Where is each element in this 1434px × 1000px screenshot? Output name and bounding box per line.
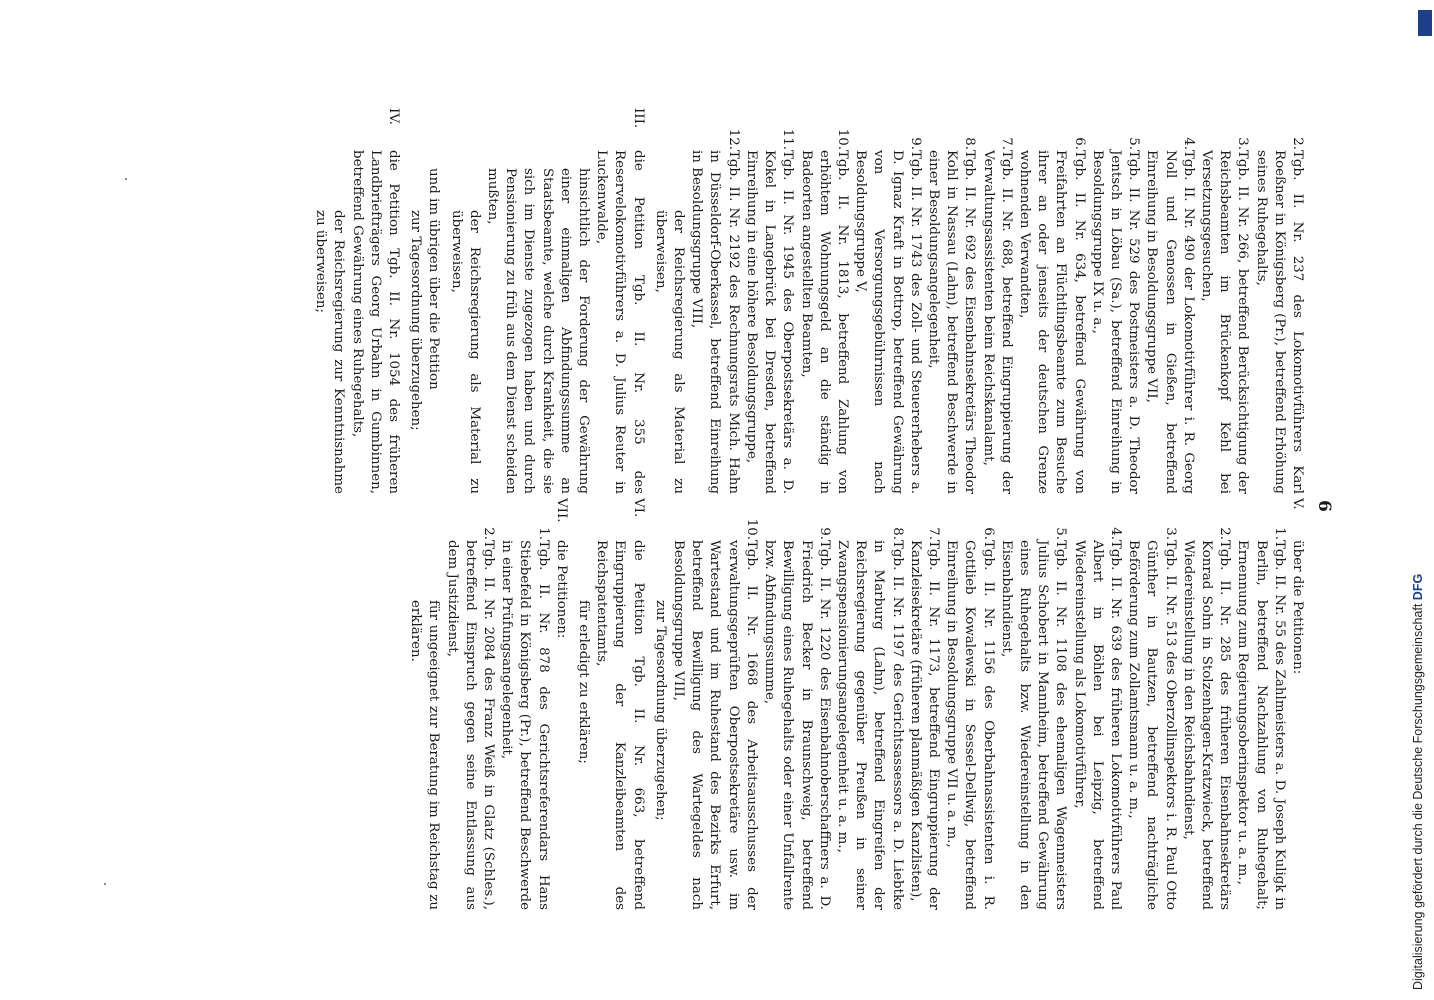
petition-item [1233,527,1288,910]
scan-speck [125,178,127,180]
petition-item [1015,137,1088,494]
petition-item [347,108,402,494]
item-text: Tgb. II. Nr. 688, betreffend Eingruppierung der Verwaltungsassistenten beim Reichskanalamt, [980,150,1014,494]
petition-item [760,527,833,910]
item-number: 2. [1217,527,1233,540]
petition-item [942,527,997,910]
item-number: 11. [780,128,796,150]
item-number: 10. [834,128,850,150]
petition-item [1069,527,1124,910]
petition-item [669,518,760,910]
petition-item [1251,137,1306,494]
petition-item [997,527,1070,910]
item-text: zur Tagesordnung überzugehen; [408,210,424,431]
petition-item [311,150,347,494]
item-text: Tgb. II. Nr. 2192 des Rechnungsrats Mich. Hahn in Düsseldorf-Oberkassel, betreffend Einreihung in Besoldungsgruppe VIII, [689,150,741,494]
item-number: 8. [889,527,905,540]
petition-item [687,128,742,494]
dfg-watermark-logo-text: DFG [1411,573,1425,601]
item-text: die Petition Tgb. II. Nr. 355 des Reservelokomotivführers a. D. Julius Reuter in Luckenwalde, [594,150,646,494]
item-text: Tgb. II. Nr. 1156 des Oberbahnassistenten i. R. Gottlieb Kowalewski in Sessel-Dellwig, betreffend Einreihung in Besoldungsgruppe VII u. a. m., [944,540,996,910]
petition-item [1288,498,1306,910]
petition-item [924,137,979,494]
item-text: Tgb. II. Nr. 1173, betreffend Eingruppierung der Kanzleisekretäre (früheren planmäßigen Kanzlisten), [907,540,941,910]
left-column [307,108,1306,494]
item-text: zur Tagesordnung überzugehen; [652,600,668,821]
item-number: 8. [962,137,978,150]
petition-item [497,527,552,910]
petition-item [1197,137,1252,494]
petition-item [406,150,424,494]
scan-speck [104,883,106,885]
petition-item [651,540,669,910]
item-text: Tgb. II. Nr. 1108 des ehemaligen Wagenmeisters Julius Schobert in Mannheim, betreffend Gewährung eines Ruhegehalts bzw. Wiedereinstellung in den Eisenbahndienst, [998,540,1069,910]
item-text: für ungeeignet zur Beratung im Reichstag zu erklären. [408,600,442,910]
dfg-watermark-text: Digitalisierung gefördert durch die Deutsche Forschungsgemeinschaft [1411,603,1425,990]
petition-item [552,498,570,910]
item-number: VII. [553,498,569,523]
item-text: Tgb. II. Nr. 1668 des Arbeitsausschusses der verwaltungsgeprüften Oberpostsekretäre usw. im Wartestand und im Ruhestand des Bezirks Erfurt, betreffend Bewilligung des Wartegeldes nach Besoldungsgruppe VIII, [671,540,759,910]
petition-item [483,150,592,494]
item-text: Tgb. II. Nr. 266, betreffend Berücksichtigung der Reichsbeamten im Brückenkopf Kehl bei Versetzungsgesuchen, [1198,150,1251,494]
item-text: die Petition Tgb. II. Nr. 1054 des früheren Landbriefträgers Georg Urbahn in Gumbinnen, betreffend Gewährung eines Ruhegehalts, [349,150,402,494]
item-text: über die Petitionen: [1290,540,1305,675]
petition-item [1124,527,1179,910]
item-number: IV. [386,108,402,125]
item-text: für erledigt zu erklären; [576,600,592,764]
petition-item [592,108,647,494]
item-text: Tgb. II. Nr. 237 des Lokomotivführers Karl Roeßner in Königsberg (Pr.), betreffend Erhöhung seines Ruhegehalts, [1253,150,1305,494]
petition-item [978,137,1014,494]
item-text: und im übrigen über die Petition [426,168,442,390]
item-text: Tgb. II. Nr. 55 des Zahlmeisters a. D. Joseph Kuligk in Berlin, betreffend Nachzahlung von Ruhegehalt; Ernennung zum Regierungsoberinspektor u. a. m., [1235,540,1287,910]
item-number: 3. [1235,137,1251,150]
petition-item [1179,527,1234,910]
item-number: III. [630,108,646,129]
petition-item [1088,137,1143,494]
item-number: 2. [1290,137,1305,150]
petition-item [592,498,647,910]
petition-item [742,128,797,494]
petition-item [851,137,924,494]
item-number: 7. [925,527,941,540]
item-number: V. [1290,498,1305,510]
item-text: Tgb. II. Nr. 1220 des Eisenbahnoberschaffners a. D. Friedrich Becker in Braunschweig, betreffend Bewilligung eines Ruhegehalts oder einer Unfallrente bzw. Abfindungssumme, [762,540,832,910]
item-text: der Reichsregierung zur Kenntnisnahme zu überweisen; [313,210,347,494]
item-number: 6. [980,527,996,540]
item-number: 4. [1107,527,1123,540]
item-text: Tgb. II. Nr. 639 des früheren Lokomotivführers Paul Albert in Böhlen bei Leipzig, betreffend Wiedereinstellung als Lokomotivführer, [1071,540,1123,910]
petition-item [651,150,687,494]
petition-item [446,150,482,494]
item-text: Tgb. II. Nr. 490 der Lokomotivführer i. R. Georg Noll und Genossen in Gießen, betreffend Einreihung in Besoldungsgruppe VII, [1144,150,1196,494]
item-text: der Reichsregierung als Material zu überweisen, [652,210,687,494]
item-number: 2. [481,527,497,540]
petition-item [442,527,497,910]
right-column [402,498,1306,910]
page-number: 6 [1314,500,1334,512]
item-text: Tgb. II. Nr. 1743 des Zoll- und Steuererhebers a. D. Ignaz Kraft in Bottrop, betreffend Gewährung von Versorgungsgebührnissen nach Besoldungsgruppe V, [853,150,923,494]
item-text: Tgb. II. Nr. 513 des Oberzollinspektors i. R. Paul Otto Günther in Bautzen, betreffend nachträgliche Beförderung zum Zollamtsmann u. a. m., [1126,540,1178,910]
petition-item [1142,137,1197,494]
item-text: hinsichtlich der Forderung der Gewährung einer einmaligen Abfindungssumme an Staatsbeamte, welche durch Krankheit, die sie sich im Dienste zugezogen haben und durch Pensionierung zu früh aus dem Dienst scheiden mußten, [485,168,592,494]
item-number: 4. [1180,137,1196,150]
item-text: Tgb. II. Nr. 285 des früheren Eisenbahnsekretärs Konrad Sohn in Stolzenhagen-Kratzwieck, betreffend Wiedereinstellung in den Reichsbahndienst, [1180,540,1233,910]
item-text: Tgb. II. Nr. 878 des Gerichtsreferendars Hans Stiebefeld in Königsberg (Pr.), betreffend Beschwerde in einer Prüfungsangelegenheit, [499,540,551,910]
item-number: 7. [998,137,1014,150]
item-number: 1. [535,527,551,540]
petition-item [906,527,942,910]
item-number: 10. [743,518,759,540]
item-text: Tgb. II. Nr. 692 des Eisenbahnsekretärs Theodor Kohl in Nassau (Lahn), betreffend Beschwerde in einer Besoldungsangelegenheit, [925,150,978,494]
petition-item [424,150,442,494]
dfg-watermark [1411,30,1431,990]
item-number: 3. [1162,527,1178,540]
item-text: Tgb. II. Nr. 1197 des Gerichtsassessors a. D. Liebtke in Marburg (Lahn), betreffend Eingreifen der Reichsregierung gegenüber Preußen in seiner Zwangspensionierungsangelegenheit u. a. m., [834,540,905,910]
item-text: Tgb. II. Nr. 1945 des Oberpostsekretärs a. D. Kokel in Langebrück bei Dresden, betreffend Einreihung in eine höhere Besoldungsgruppe, [743,150,796,494]
item-text: Tgb. II. Nr. 2084 des Franz Weiß in Glatz (Schles.), betreffend Einspruch gegen seine Entlassung aus dem Justizdienst, [444,540,497,910]
item-text: Tgb. II. Nr. 529 des Postmeisters a. D. Theodor Jentsch in Löbau (Sa.), betreffend Einreihung in Besoldungsgruppe IX u. a., [1089,150,1142,494]
item-number: 5. [1053,527,1069,540]
petition-item [406,540,442,910]
petition-item [833,527,906,910]
item-text: die Petition Tgb. II. Nr. 663, betreffend Eingruppierung der Kanzleibeamten des Reichspatentamts, [594,540,646,910]
item-number: 9. [816,527,832,540]
item-number: 9. [907,137,923,150]
item-text: der Reichsregierung als Material zu überweisen, [448,210,482,494]
petition-item [574,540,592,910]
item-text: die Petitionen: [553,540,569,639]
item-number: 12. [725,128,741,150]
item-text: Tgb. II. Nr. 1813, betreffend Zahlung von erhöhtem Wohnungsgeld an die ständig in Badeorten angestellten Beamten, [798,150,850,494]
petition-item [796,128,851,494]
item-text: Tgb. II. Nr. 634, betreffend Gewährung von Freifahrten an Flüchtlingsbeamte zum Besuche ihrer an oder jenseits der deutschen Grenze wohnenden Verwandten, [1016,150,1087,494]
item-number: 5. [1126,137,1142,150]
item-number: 1. [1271,527,1287,540]
item-number: VI. [630,498,646,518]
item-number: 6. [1071,137,1087,150]
